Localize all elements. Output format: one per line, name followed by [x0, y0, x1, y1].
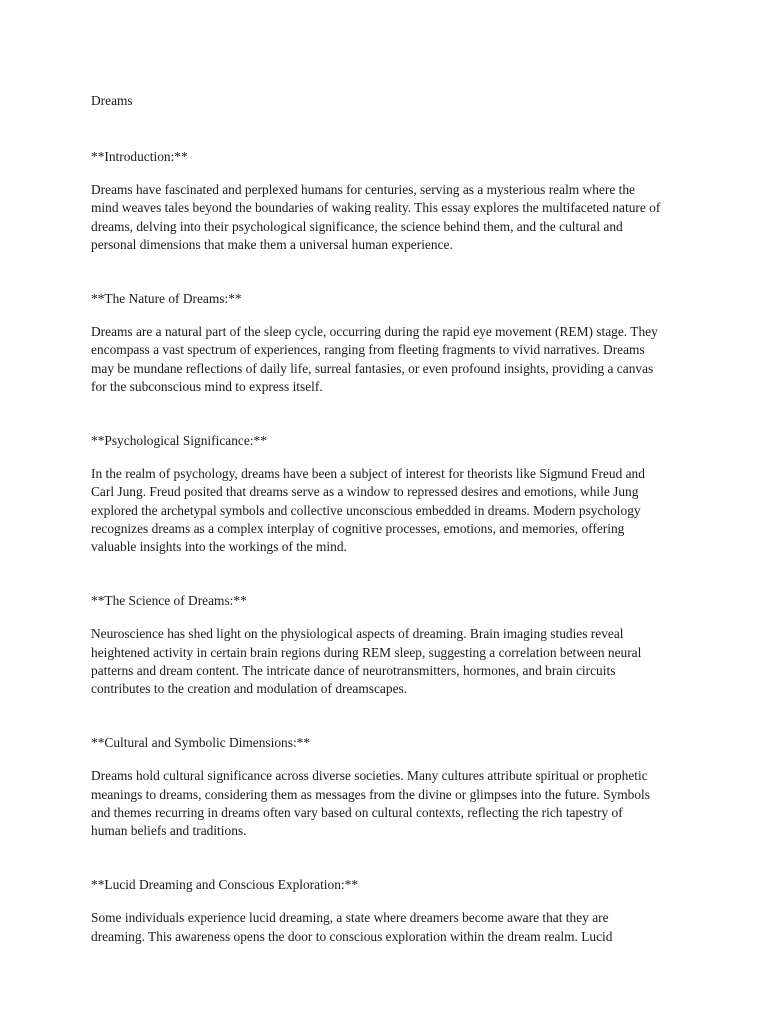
- section-cultural-symbolic: [91, 734, 691, 840]
- section-heading: **Lucid Dreaming and Conscious Exploration:**: [91, 877, 359, 893]
- paragraph-line: Dreams hold cultural significance across diverse societies. Many cultures attribute spiritual or prophetic: [91, 768, 648, 784]
- paragraph-line: patterns and dream content. The intricate dance of neurotransmitters, hormones, and brain circuits: [91, 662, 616, 678]
- section-lucid-dreaming: [91, 876, 691, 946]
- paragraph-line: for the subconscious mind to express itself.: [91, 378, 323, 394]
- paragraph-line: Some individuals experience lucid dreaming, a state where dreamers become aware that they are: [91, 910, 609, 926]
- section-paragraph: [91, 625, 691, 698]
- paragraph-line: Dreams have fascinated and perplexed humans for centuries, serving as a mysterious realm where the: [91, 182, 635, 198]
- paragraph-line: contributes to the creation and modulation of dreamscapes.: [91, 681, 408, 697]
- paragraph-line: Neuroscience has shed light on the physiological aspects of dreaming. Brain imaging studies reveal: [91, 626, 624, 642]
- section-heading: **Introduction:**: [91, 149, 188, 164]
- paragraph-line: heightened activity in certain brain regions during REM sleep, suggesting a correlation between neural: [91, 644, 642, 660]
- paragraph-line: encompass a vast spectrum of experiences, ranging from fleeting fragments to vivid narratives. Dreams: [91, 342, 645, 358]
- paragraph-line: and themes recurring in dreams often vary based on cultural contexts, reflecting the rich tapestry of: [91, 804, 623, 820]
- section-heading: **Psychological Significance:**: [91, 433, 267, 449]
- paragraph-line: personal dimensions that make them a universal human experience.: [91, 236, 453, 252]
- section-heading: **The Nature of Dreams:**: [91, 291, 242, 307]
- paragraph-line: Carl Jung. Freud posited that dreams serve as a window to repressed desires and emotions, while Jung: [91, 484, 639, 500]
- document-title: Dreams: [91, 93, 133, 108]
- section-paragraph: [91, 767, 691, 840]
- paragraph-line: recognizes dreams as a complex interplay of cognitive processes, emotions, and memories, offering: [91, 520, 625, 536]
- section-paragraph: [91, 323, 691, 396]
- section-heading: **The Science of Dreams:**: [91, 593, 247, 609]
- paragraph-line: meanings to dreams, considering them as messages from the divine or glimpses into the future. Symbols: [91, 786, 650, 802]
- section-science-of-dreams: [91, 592, 691, 698]
- paragraph-line: may be mundane reflections of daily life, surreal fantasies, or even profound insights, providing a canvas: [91, 360, 654, 376]
- section-nature-of-dreams: [91, 290, 691, 396]
- document-page: [91, 92, 691, 946]
- section-psychological-significance: [91, 432, 691, 556]
- paragraph-line: dreaming. This awareness opens the door to conscious exploration within the dream realm. Lucid: [91, 928, 613, 944]
- paragraph-line: dreams, delving into their psychological significance, the science behind them, and the cultural and: [91, 218, 623, 234]
- paragraph-line: explored the archetypal symbols and collective unconscious embedded in dreams. Modern psychology: [91, 502, 641, 518]
- section-paragraph: [91, 465, 691, 556]
- paragraph-line: valuable insights into the workings of the mind.: [91, 539, 347, 555]
- section-heading: **Cultural and Symbolic Dimensions:**: [91, 735, 311, 751]
- paragraph-line: mind weaves tales beyond the boundaries of waking reality. This essay explores the multifaceted nature of: [91, 200, 661, 216]
- section-paragraph: [91, 181, 691, 254]
- paragraph-line: Dreams are a natural part of the sleep cycle, occurring during the rapid eye movement (REM) stage. They: [91, 324, 658, 340]
- paragraph-line: human beliefs and traditions.: [91, 823, 247, 839]
- paragraph-line: In the realm of psychology, dreams have been a subject of interest for theorists like Sigmund Freud and: [91, 466, 645, 482]
- section-paragraph: [91, 909, 691, 945]
- section-introduction: [91, 148, 691, 254]
